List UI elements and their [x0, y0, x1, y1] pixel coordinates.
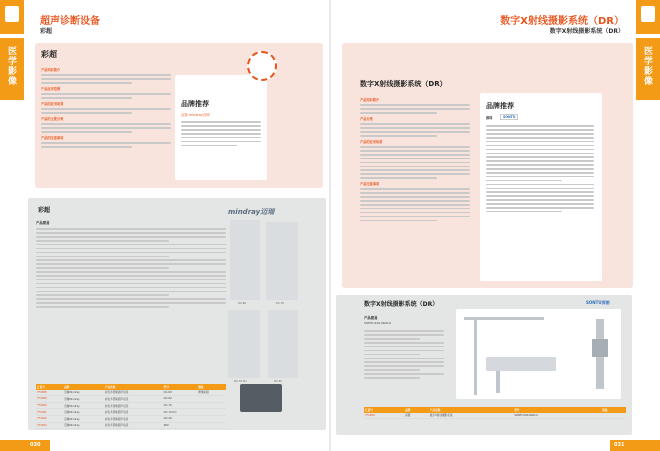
- order-code: YF2993: [36, 422, 63, 429]
- intro-heading: 产品分类: [360, 116, 373, 121]
- order-table: [364, 407, 626, 419]
- portable-ultrasound-image: [240, 384, 282, 412]
- page-number: 030: [30, 442, 41, 448]
- table-row: [364, 413, 626, 419]
- intro-heading: 产品应用范围: [41, 86, 61, 91]
- table-header: 型号: [163, 384, 198, 390]
- brand-cell: 深图: [404, 413, 429, 419]
- brand-logo: SONTU深图: [586, 300, 610, 305]
- name-cell: 彩色多普勒超声系统: [104, 415, 163, 422]
- page-title: 数字X射线摄影系统（DR）: [500, 16, 624, 27]
- table-row: [36, 402, 226, 409]
- device-label: DC-70 Pro: [234, 380, 247, 383]
- intro-panel: [342, 43, 633, 288]
- name-cell: 数字X射线摄影系统: [429, 413, 513, 419]
- microscope-icon: [5, 6, 19, 22]
- intro-heading: 产品知识简介: [41, 68, 61, 72]
- page-title: 超声诊断设备: [40, 16, 100, 27]
- right-footer-bar: [610, 440, 660, 451]
- brand-cell: 迈瑞Mindray: [63, 409, 104, 416]
- brand-cell: 迈瑞Mindray: [63, 422, 104, 429]
- order-code: YF2994: [364, 413, 404, 419]
- spec-cell: [197, 415, 226, 422]
- product-spec-text: [364, 328, 444, 381]
- order-code: YF2989: [36, 396, 63, 403]
- model-cell: DC-60: [163, 396, 198, 403]
- name-cell: 彩色多普勒超声系统: [104, 422, 163, 429]
- brand-stamp-icon: [247, 51, 277, 81]
- intro-panel: [35, 43, 323, 188]
- left-corner-tab: [0, 0, 24, 34]
- right-side-tab: [636, 38, 660, 100]
- spec-cell: 便携彩超: [197, 390, 226, 396]
- model-cell: DC-40: [163, 415, 198, 422]
- product-title: 彩超: [38, 207, 51, 214]
- brand-cell: 迈瑞Mindray: [63, 390, 104, 396]
- model-cell: DC-N3: [163, 390, 198, 396]
- ultrasound-cart-image: [230, 220, 260, 300]
- brand-cell: 迈瑞Mindray: [63, 402, 104, 409]
- section-title: 彩超: [41, 50, 57, 59]
- intro-text-column: [360, 95, 470, 223]
- brand-cell: 迈瑞Mindray: [63, 396, 104, 403]
- product-subtitle: 产品简易: [364, 316, 378, 320]
- intro-heading: 产品的应用场景: [360, 139, 383, 144]
- spec-cell: [197, 422, 226, 429]
- name-cell: 彩色多普勒超声系统: [104, 396, 163, 403]
- side-tab-label: 医学影像: [6, 46, 16, 86]
- intro-heading: 产品注意事项: [360, 182, 380, 187]
- table-header: 型号: [513, 407, 601, 413]
- spec-cell: [601, 413, 626, 419]
- page-subtitle: 彩超: [40, 28, 53, 35]
- table-header: 订货号: [364, 407, 404, 413]
- order-table: [36, 384, 226, 429]
- microscope-icon: [641, 6, 655, 22]
- spec-cell: [197, 409, 226, 416]
- intro-heading: 产品的主要分类: [41, 117, 64, 122]
- ultrasound-cart-image: [266, 222, 298, 300]
- promo-text: [181, 119, 261, 149]
- table-header: 规格: [601, 407, 626, 413]
- model-cell: SONTU100-WAD-II: [513, 413, 601, 419]
- intro-heading: 产品知识简介: [360, 98, 380, 102]
- table-row: [36, 396, 226, 403]
- brand-logo: mindray迈瑞: [228, 208, 275, 216]
- section-title: 数字X射线摄影系统（DR）: [360, 80, 447, 88]
- device-label: DC-70: [276, 302, 285, 305]
- promo-title: 品牌推荐: [181, 100, 209, 108]
- table-header: 品牌: [404, 407, 429, 413]
- order-code: YF2990: [36, 402, 63, 409]
- model-cell: DC-70: [163, 402, 198, 409]
- page-number: 031: [614, 442, 625, 448]
- promo-brand: 深圳: [486, 116, 493, 120]
- product-subtitle: 产品简易: [36, 221, 50, 225]
- promo-text: [486, 123, 594, 215]
- side-tab-label: 医学影像: [642, 46, 652, 86]
- promo-title: 品牌推荐: [486, 102, 514, 110]
- table-header: 产品名称: [104, 384, 163, 390]
- page-subtitle: 数字X射线摄影系统（DR）: [549, 28, 624, 35]
- table-row: [36, 422, 226, 429]
- order-code: YF2988: [36, 390, 63, 396]
- ultrasound-cart-image: [228, 310, 260, 378]
- order-code: YF2991: [36, 409, 63, 416]
- ultrasound-cart-image: [268, 310, 298, 378]
- device-label: DC-40: [274, 380, 283, 383]
- sontu-logo: SONTU: [500, 114, 518, 120]
- name-cell: 彩色多普勒超声系统: [104, 390, 163, 396]
- order-code: YF2992: [36, 415, 63, 422]
- table-row: [36, 409, 226, 416]
- name-cell: 彩色多普勒超声系统: [104, 409, 163, 416]
- spec-cell: [197, 402, 226, 409]
- brand-promo-box: [480, 93, 602, 281]
- promo-url: 迈瑞 mindray官网: [181, 113, 210, 117]
- intro-heading: 产品的应用场景: [41, 102, 64, 107]
- table-header: 产品名称: [429, 407, 513, 413]
- product-spec-text: [36, 226, 226, 310]
- table-row: [36, 415, 226, 422]
- product-model: SONTU100-WAD-II: [364, 321, 392, 325]
- brand-cell: 迈瑞Mindray: [63, 415, 104, 422]
- device-label: DC-80: [238, 302, 247, 305]
- product-panel: [336, 295, 632, 435]
- right-corner-tab: [636, 0, 660, 34]
- intro-heading: 产品的注意事项: [41, 136, 64, 141]
- table-header: 规格: [197, 384, 226, 390]
- name-cell: 彩色多普勒超声系统: [104, 402, 163, 409]
- table-header: 品牌: [63, 384, 104, 390]
- page-gutter: [329, 0, 331, 451]
- brand-promo-box: [175, 75, 267, 180]
- dr-system-image: [456, 309, 621, 399]
- model-cell: DC-70 Pro: [163, 409, 198, 416]
- left-side-tab: [0, 38, 24, 100]
- table-header: 订货号: [36, 384, 63, 390]
- spec-cell: [197, 396, 226, 403]
- product-title: 数字X射线摄影系统（DR）: [364, 301, 439, 308]
- model-cell: Z60: [163, 422, 198, 429]
- left-footer-bar: [0, 440, 50, 451]
- product-panel: [28, 198, 326, 430]
- intro-text-column: [41, 65, 171, 150]
